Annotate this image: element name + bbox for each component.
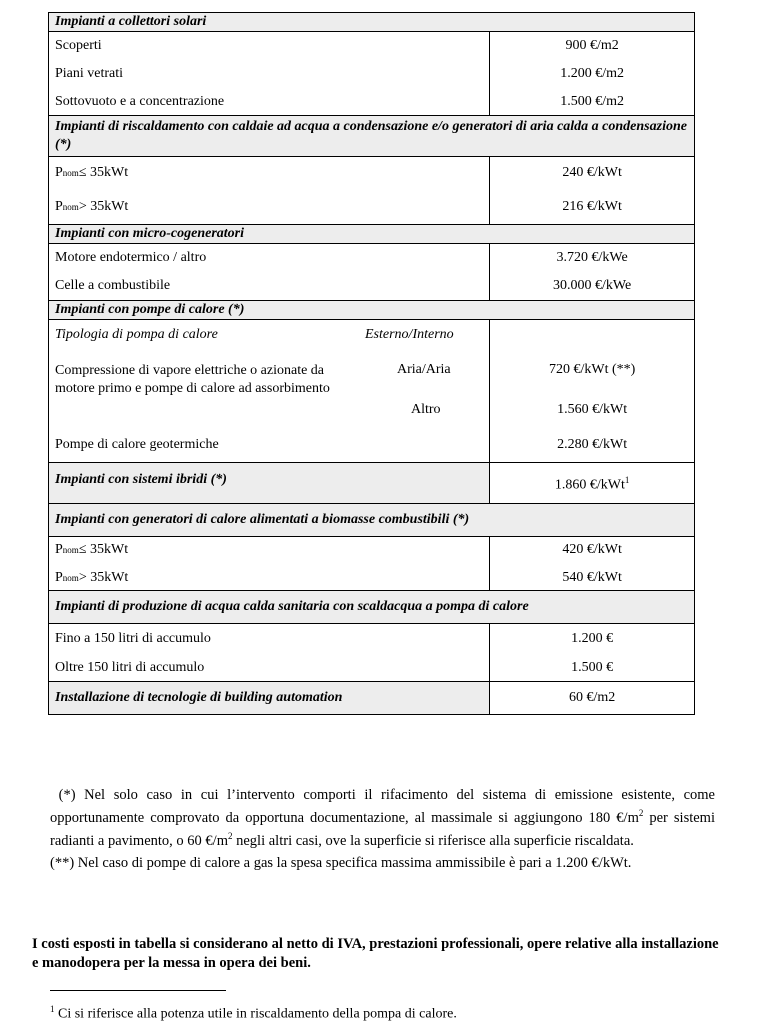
ext-int-label: Esterno/Interno: [365, 327, 454, 342]
row-value: 216 €/kWt: [562, 199, 622, 214]
geo-label: Pompe di calore geotermiche: [55, 437, 219, 452]
row-label: Piani vetrati: [55, 66, 124, 81]
row-value: 30.000 €/kWe: [553, 278, 632, 293]
section-title: Impianti con sistemi ibridi (*): [55, 472, 227, 487]
row-value: 240 €/kWt: [562, 165, 622, 180]
row-value: 1.200 €: [571, 630, 614, 646]
section-title: Installazione di tecnologie di building automation: [55, 689, 343, 705]
footnote-text: Ci si riferisce alla potenza utile in riscaldamento della pompa di calore.: [54, 1006, 457, 1022]
row-label: Fino a 150 litri di accumulo: [55, 630, 211, 646]
row-value: 3.720 €/kWe: [556, 250, 628, 265]
heatpump-type-label: Tipologia di pompa di calore: [55, 327, 218, 342]
footnote-number: 1: [50, 1004, 55, 1014]
row-value: 1.860 €/kWt: [554, 477, 625, 493]
table-notes: [50, 786, 715, 876]
row-value: 420 €/kWt: [562, 541, 622, 557]
aria-value: 720 €/kWt (**): [548, 362, 636, 377]
section-header-automation: [49, 681, 695, 714]
cost-table: [48, 12, 695, 715]
altro-label: Altro: [411, 402, 441, 417]
footnote: [50, 1000, 457, 1024]
section-header-biomass: [49, 503, 695, 536]
note-double-asterisk: (**) Nel caso di pompe di calore a gas la spesa specifica massima ammissibile è pari a 1.200 €/kWt.: [50, 854, 632, 871]
table-row: [49, 157, 695, 225]
table-row: [49, 623, 695, 681]
altro-value: 1.560 €/kWt: [557, 402, 628, 417]
row-label: Pnom> 35kWt: [55, 569, 129, 585]
row-label: Motore endotermico / altro: [55, 250, 207, 265]
footnote-divider: [50, 990, 226, 991]
aria-label: Aria/Aria: [397, 362, 451, 377]
row-label: Pnom≤ 35kWt: [55, 541, 129, 557]
footnote-ref: 1: [624, 475, 630, 485]
table-row: [49, 244, 695, 301]
row-value: 1.500 €: [571, 659, 614, 675]
row-value: 540 €/kWt: [562, 569, 622, 585]
row-label: Scoperti: [55, 38, 102, 53]
geo-value: 2.280 €/kWt: [557, 437, 628, 452]
table-row: [49, 32, 695, 116]
row-label: Celle a combustibile: [55, 278, 171, 293]
section-header-micro: [49, 225, 695, 244]
section-header-boiler: [49, 116, 695, 157]
section-title: Impianti di produzione di acqua calda sanitaria con scaldacqua a pompa di calore: [55, 598, 529, 614]
row-label: Sottovuoto e a concentrazione: [55, 94, 225, 109]
compression-label: Compressione di vapore elettriche o azionate da motore primo e pompe di calore ad assorbimento: [55, 363, 330, 396]
row-label: Oltre 150 litri di accumulo: [55, 659, 205, 675]
section-header-dhw: [49, 590, 695, 623]
table-row: [49, 320, 695, 463]
section-header-heatpump: [49, 301, 695, 320]
row-value: 1.200 €/m2: [560, 66, 625, 81]
section-title: Impianti con pompe di calore (*): [55, 302, 245, 317]
row-value: 1.500 €/m2: [560, 94, 625, 109]
row-value: 900 €/m2: [565, 38, 619, 53]
section-header-hybrid: [49, 463, 695, 504]
row-value: 60 €/m2: [569, 689, 616, 705]
section-title: Impianti con generatori di calore alimentati a biomasse combustibili (*): [55, 511, 470, 527]
section-title: Impianti di riscaldamento con caldaie ad acqua a condensazione e/o generatori di aria calda a condensazione (*): [55, 119, 687, 152]
table-row: [49, 536, 695, 590]
row-label: Pnom> 35kWt: [55, 199, 129, 214]
section-title: Impianti con micro-cogeneratori: [55, 226, 244, 241]
section-header-solar: [49, 13, 695, 32]
note-asterisk: (*) Nel solo caso in cui l’intervento comporti il rifacimento del sistema di emissione esistente, come opportunamente comprovato da opportuna documentazione, al massimale si aggiungono 180 $€/m^2$ per sistemi radianti a pavimento, o 60 $€/m^2$ negli altri casi, ove la superficie si riferisce alla superficie riscaldata.: [50, 787, 715, 849]
row-label: Pnom≤ 35kWt: [55, 165, 129, 180]
cost-statement: I costi esposti in tabella si considerano al netto di IVA, prestazioni professionali, opere relative alla installazione e manodopera per la messa in opera dei beni.: [32, 936, 719, 971]
section-title: Impianti a collettori solari: [55, 14, 207, 29]
